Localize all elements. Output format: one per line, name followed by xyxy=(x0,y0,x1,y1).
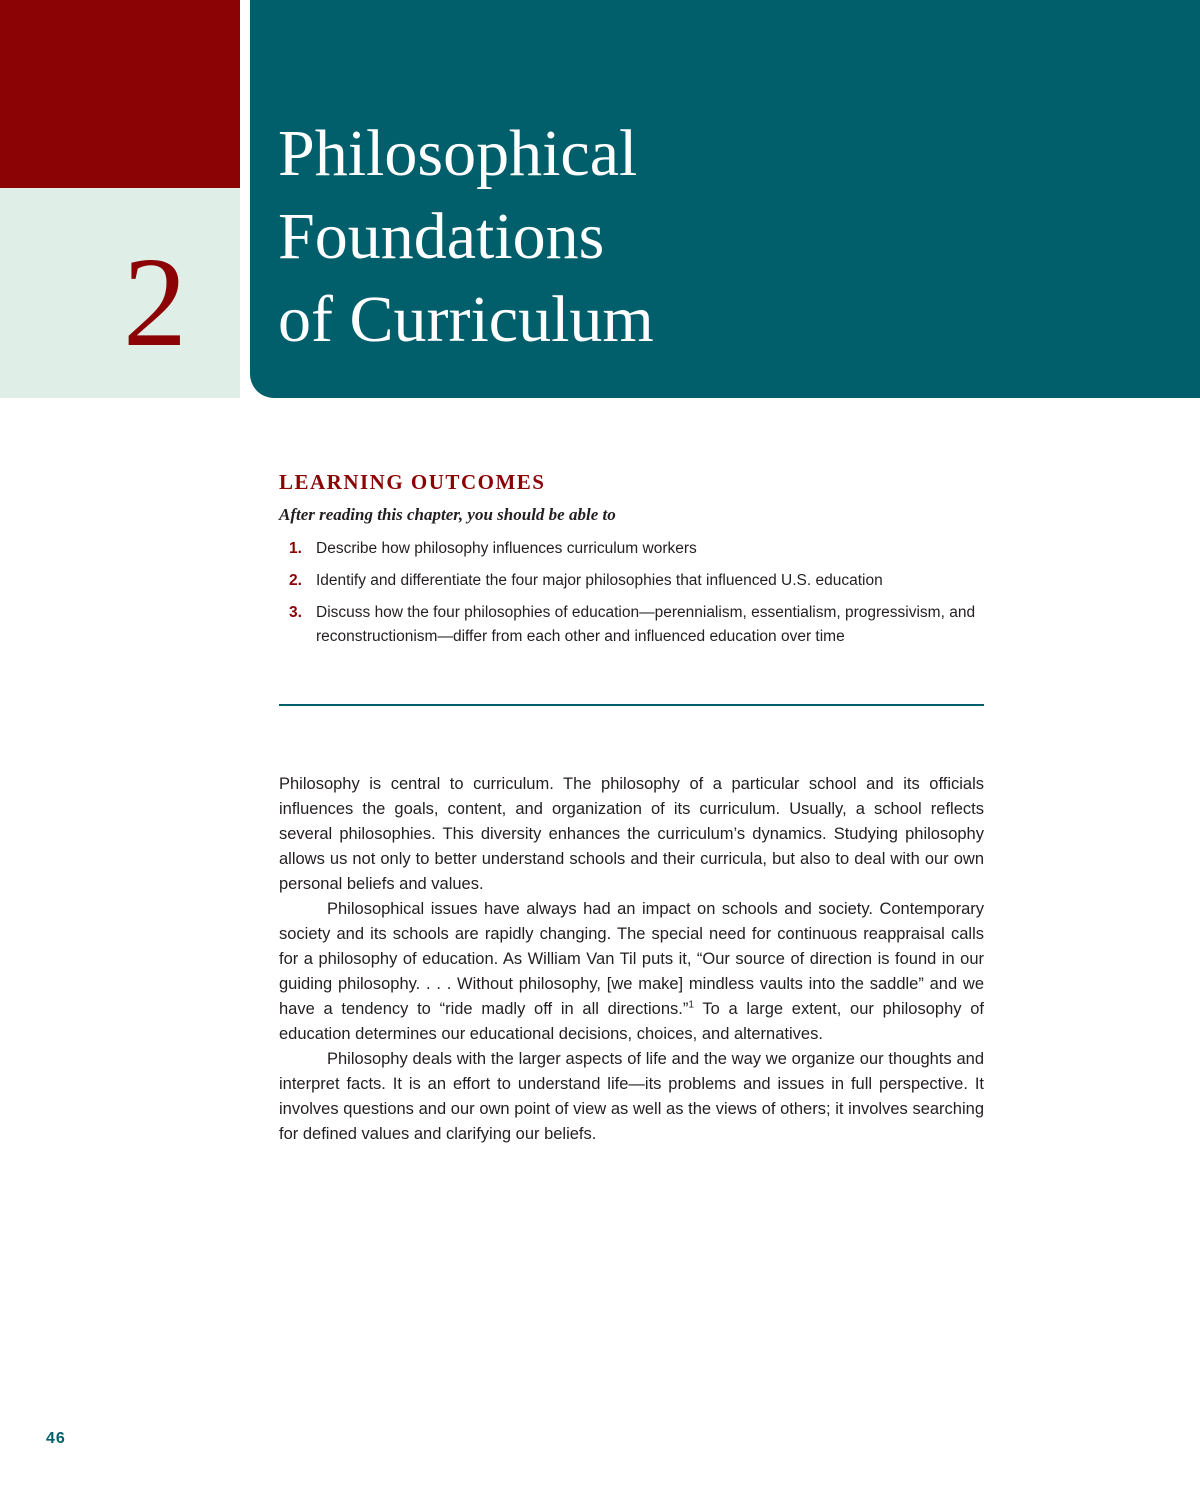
outcome-text: Describe how philosophy influences curriculum workers xyxy=(316,540,697,557)
outcome-text: Identify and differentiate the four major philosophies that influenced U.S. education xyxy=(316,572,883,589)
body-text-run: To a large extent, our philosophy of education determines our educational decisions, choices, and alternatives. xyxy=(279,1000,984,1043)
outcome-item xyxy=(289,569,979,593)
header-red-block xyxy=(0,0,240,188)
chapter-title-line: of Curriculum xyxy=(278,283,654,356)
body-paragraph: Philosophy is central to curriculum. The philosophy of a particular school and its officials influences the goals, content, and organization of its curriculum. Usually, a school reflects several philosophies. This diversity enhances the curriculum’s dynamics. Studying philosophy allows us not only to better understand schools and their curricula, but also to deal with our own personal beliefs and values. xyxy=(279,775,984,893)
chapter-number: 2 xyxy=(123,231,187,373)
footnote-marker: 1 xyxy=(688,999,694,1011)
page-number: 46 xyxy=(46,1430,66,1447)
outcome-item xyxy=(289,537,979,561)
learning-outcomes-list xyxy=(289,537,979,657)
chapter-title-line: Philosophical xyxy=(278,117,638,190)
learning-outcomes-intro: After reading this chapter, you should be able to xyxy=(279,505,616,524)
body-text xyxy=(279,772,984,1147)
body-paragraph xyxy=(279,897,984,1047)
chapter-title xyxy=(278,112,1158,361)
chapter-title-line: Foundations xyxy=(278,200,605,273)
outcome-number: 3. xyxy=(289,604,302,621)
outcome-item xyxy=(289,601,979,649)
outcome-text: Discuss how the four philosophies of education—perennialism, essentialism, progressivism, and reconstructionism—differ from each other and influenced education over time xyxy=(316,604,976,645)
body-paragraph: Philosophy deals with the larger aspects of life and the way we organize our thoughts and interpret facts. It is an effort to understand life—its problems and issues in full perspective. It involves questions and our own point of view as well as the views of others; it involves searching for defined values and clarifying our beliefs. xyxy=(279,1050,984,1143)
outcomes-divider xyxy=(279,704,984,706)
learning-outcomes-heading: LEARNING OUTCOMES xyxy=(279,470,546,494)
outcome-number: 2. xyxy=(289,572,302,589)
body-text-run: Philosophical issues have always had an impact on schools and society. Contemporary society and its schools are rapidly changing. The special need for continuous reappraisal calls for a philosophy of education. As William Van Til puts it, “Our source of direction is found in our guiding philosophy. . . . Without philosophy, [we make] mindless vaults into the saddle” and we have a tendency to “ride madly off in all directions.” xyxy=(279,900,984,1018)
outcome-number: 1. xyxy=(289,540,302,557)
